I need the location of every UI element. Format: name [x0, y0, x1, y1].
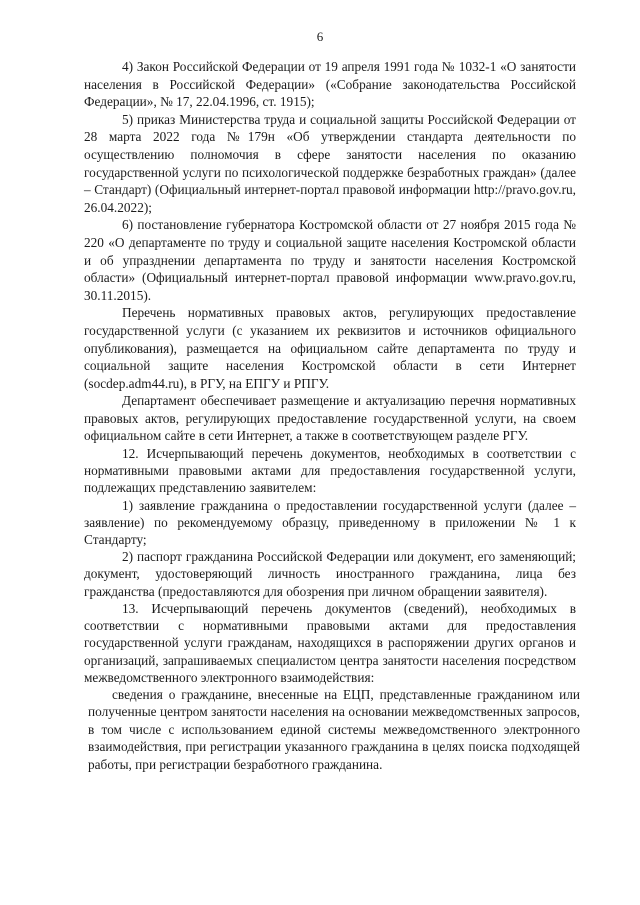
paragraph-citizen-information: сведения о гражданине, внесенные на ЕЦП, представленные гражданином или полученные центром занятости населения на основании межведомственных запросов, в том числе с использованием единой системы межведомственного электронного взаимодействия, при регистрации указанного гражданина в целях поиска подходящей работы, при регистрации безработного гражданина.	[88, 686, 580, 772]
paragraph-law-1032-1: 4) Закон Российской Федерации от 19 апреля 1991 года № 1032-1 «О занятости населения в Российской Федерации» («Собрание законодательства Российской Федерации», № 17, 22.04.1996, ст. 1915);	[84, 59, 576, 110]
paragraph-item-13: 13. Исчерпывающий перечень документов (сведений), необходимых в соответствии с нормативными правовыми актами для предоставления государственной услуги гражданам, находящихся в распоряжении других органов и организаций, запрашиваемых специалистом центра занятости населения посредством межведомственного электронного взаимодействия:	[84, 600, 576, 685]
page-number: 6	[316, 29, 324, 44]
paragraph-order-179n: 5) приказ Министерства труда и социальной защиты Российской Федерации от 28 марта 2022 года №179н «Об утверждении стандарта деятельности по осуществлению полномочия в сфере занятости населения по оказанию государственной услуги по психологической поддержке безработных граждан» (далее – Стандарт) (Официальный интернет-портал правовой информации http://pravo.gov.ru, 26.04.2022);	[84, 111, 576, 215]
paragraph-acts-list-publication: Перечень нормативных правовых актов, регулирующих предоставление государственной услуги (с указанием их реквизитов и источников официального опубликования), размещается на официальном сайте департамента по труду и социальной защите населения Костромской области в сети Интернет (socdep.adm44.ru), в РГУ, на ЕПГУ и РПГУ.	[84, 305, 576, 391]
document-body	[84, 58, 580, 773]
paragraph-application: 1) заявление гражданина о предоставлении государственной услуги (далее – заявление) по рекомендуемому образцу, приведенному в приложении № 1 к Стандарту;	[84, 497, 576, 548]
paragraph-department-updates: Департамент обеспечивает размещение и актуализацию перечня нормативных правовых актов, регулирующих предоставление государственной услуги, на своем официальном сайте в сети Интернет, а также в соответствующем разделе РГУ.	[84, 393, 576, 444]
paragraph-passport: 2) паспорт гражданина Российской Федерации или документ, его заменяющий; документ, удостоверяющий личность иностранного гражданина, лица без гражданства (предоставляются для обозрения при личном обращении заявителя).	[84, 549, 576, 599]
paragraph-item-12: 12. Исчерпывающий перечень документов, необходимых в соответствии с нормативными правовыми актами для предоставления государственной услуги, подлежащих представлению заявителем:	[84, 446, 576, 496]
paragraph-governor-decree-220: 6) постановление губернатора Костромской области от 27 ноября 2015 года № 220 «О департаменте по труду и социальной защите населения Костромской области и об упразднении департамента по труду и занятости населения Костромской области» (Официальный интернет-портал правовой информации www.pravo.gov.ru, 30.11.2015).	[84, 217, 576, 303]
